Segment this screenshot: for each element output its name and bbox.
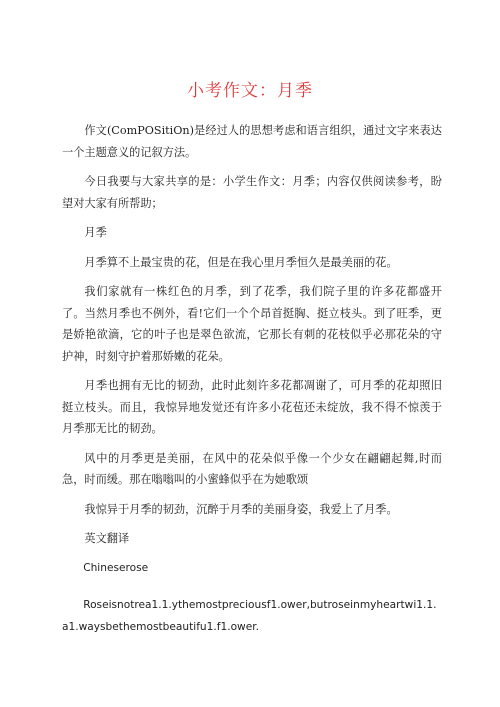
- essay-paragraph: 风中的月季更是美丽，在风中的花朵似乎像一个少女在翩翩起舞,时而急，时而缓。那在嗡嗡叫的小蜜蜂似乎在为她歌颂: [62, 451, 442, 486]
- english-title: Chineserose: [83, 561, 149, 574]
- essay-heading: 月季: [84, 226, 107, 239]
- intro-paragraph: 作文(ComPOSitiOn)是经过人的思想考虑和语言组织，通过文字来表达一个主题意义的记叙方法。: [62, 124, 442, 159]
- english-paragraph: Roseisnotrea1.1.ythemostpreciousf1.ower,butroseinmyheartwi1.1.a1.waysbethemostbeautifu1.f1.ower.: [62, 599, 437, 633]
- essay-paragraph: 月季也拥有无比的韧劲，此时此刻许多花都凋谢了，可月季的花却照旧挺立枝头。而且，我惊异地发觉还有许多小花苞还未绽放，我不得不惊羡于月季那无比的韧劲。: [62, 379, 442, 435]
- essay-paragraph: 我们家就有一株红色的月季，到了花季，我们院子里的许多花都盛开了。当然月季也不例外，看!它们一个个昂首挺胸、挺立枝头。到了旺季，更是娇艳欲滴，它的叶子也是翠色欲流，它那长有刺的花枝似乎必那花朵的守护神，时刻守护着那娇嫩的花朵。: [62, 285, 442, 363]
- article-body: [62, 120, 442, 654]
- share-paragraph: 今日我要与大家共享的是：小学生作文：月季；内容仅供阅读参考，盼望对大家有所帮助；: [62, 175, 442, 210]
- page-title: 小考作文：月季: [187, 81, 313, 101]
- essay-paragraph: 我惊异于月季的韧劲，沉醉于月季的美丽身姿，我爱上了月季。: [84, 502, 398, 516]
- essay-paragraph: 月季算不上最宝贵的花，但是在我心里月季恒久是最美丽的花。: [84, 255, 398, 269]
- translation-heading: 英文翻译: [84, 532, 130, 545]
